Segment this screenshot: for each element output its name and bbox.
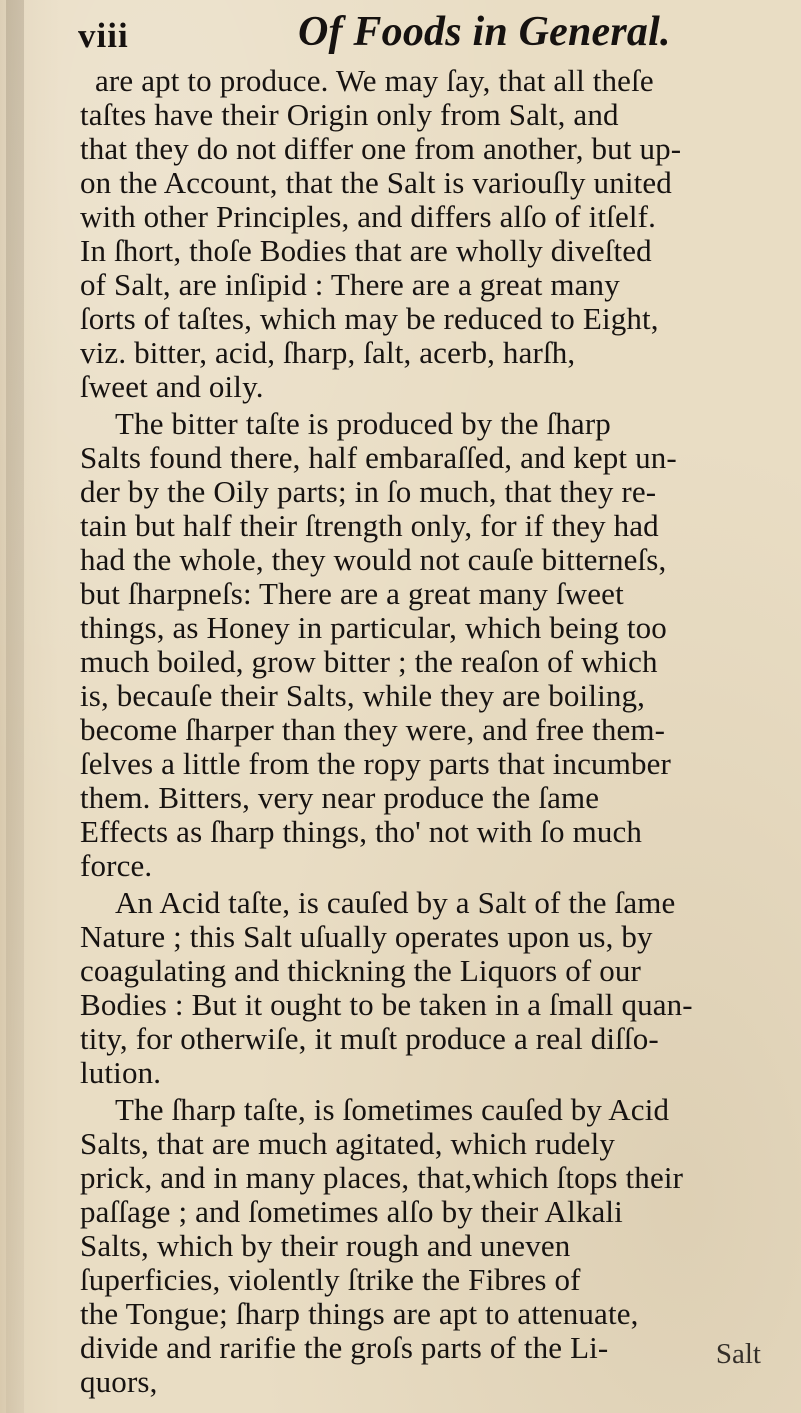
text-line: viz. bitter, acid, ſharp, ſalt, acerb, harſh, [80, 335, 576, 370]
text-line: tity, for otherwiſe, it muſt produce a real diſſo- [80, 1021, 659, 1056]
text-line: are apt to produce. We may ſay, that all theſe [95, 63, 654, 98]
text-line: had the whole, they would not cauſe bitterneſs, [80, 542, 667, 577]
text-line: but ſharpneſs: There are a great many ſweet [80, 576, 624, 611]
text-line: prick, and in many places, that,which ſtops their [80, 1160, 684, 1195]
page-number: viii [78, 16, 129, 55]
text-line: become ſharper than they were, and free them- [80, 712, 666, 747]
text-line: Salts, that are much agitated, which rudely [80, 1126, 616, 1161]
text-line: Nature ; this Salt uſually operates upon us, by [80, 919, 653, 954]
text-line: that they do not differ one from another, but up- [80, 131, 682, 166]
text-line: coagulating and thickning the Liquors of our [80, 953, 642, 988]
text-line: ſuperficies, violently ſtrike the Fibres of [80, 1262, 581, 1297]
text-line: is, becauſe their Salts, while they are boiling, [80, 678, 646, 713]
text-line: things, as Honey in particular, which being too [80, 610, 667, 645]
text-line: much boiled, grow bitter ; the reaſon of which [80, 644, 658, 679]
text-line: lution. [80, 1055, 162, 1090]
catchword: Salt [715, 1338, 761, 1370]
text-line: taſtes have their Origin only from Salt, and [80, 97, 619, 132]
text-line: on the Account, that the Salt is variouſly united [80, 165, 672, 200]
text-line: The ſharp taſte, is ſometimes cauſed by Acid [115, 1092, 670, 1127]
text-line: ſweet and oily. [80, 369, 264, 404]
text-line: Salts, which by their rough and uneven [80, 1228, 571, 1263]
page-header [48, 6, 778, 64]
text-line: ſorts of taſtes, which may be reduced to Eight, [80, 301, 659, 336]
running-title: Of Foods in General. [298, 9, 671, 55]
text-line: der by the Oily parts; in ſo much, that they re- [80, 474, 657, 509]
text-line: Salts found there, half embaraſſed, and kept un- [80, 440, 677, 475]
text-line: with other Principles, and differs alſo of itſelf. [80, 199, 656, 234]
text-line: the Tongue; ſharp things are apt to attenuate, [80, 1296, 639, 1331]
text-line: An Acid taſte, is cauſed by a Salt of the ſame [115, 885, 676, 920]
text-line: In ſhort, thoſe Bodies that are wholly diveſted [80, 233, 652, 268]
text-line: The bitter taſte is produced by the ſharp [115, 406, 611, 441]
text-line: Effects as ſharp things, tho' not with ſo much [80, 814, 643, 849]
text-line: paſſage ; and ſometimes alſo by their Alkali [80, 1194, 623, 1229]
text-line: quors, [80, 1364, 158, 1399]
text-line: divide and rarifie the groſs parts of the Li- [80, 1330, 609, 1365]
text-line: them. Bitters, very near produce the ſame [80, 780, 600, 815]
text-line: Bodies : But it ought to be taken in a ſmall quan- [80, 987, 693, 1022]
text-line: of Salt, are inſipid : There are a great many [80, 267, 620, 302]
text-line: force. [80, 848, 153, 883]
text-line: tain but half their ſtrength only, for if they had [80, 508, 659, 543]
text-line: ſelves a little from the ropy parts that incumber [80, 746, 672, 781]
